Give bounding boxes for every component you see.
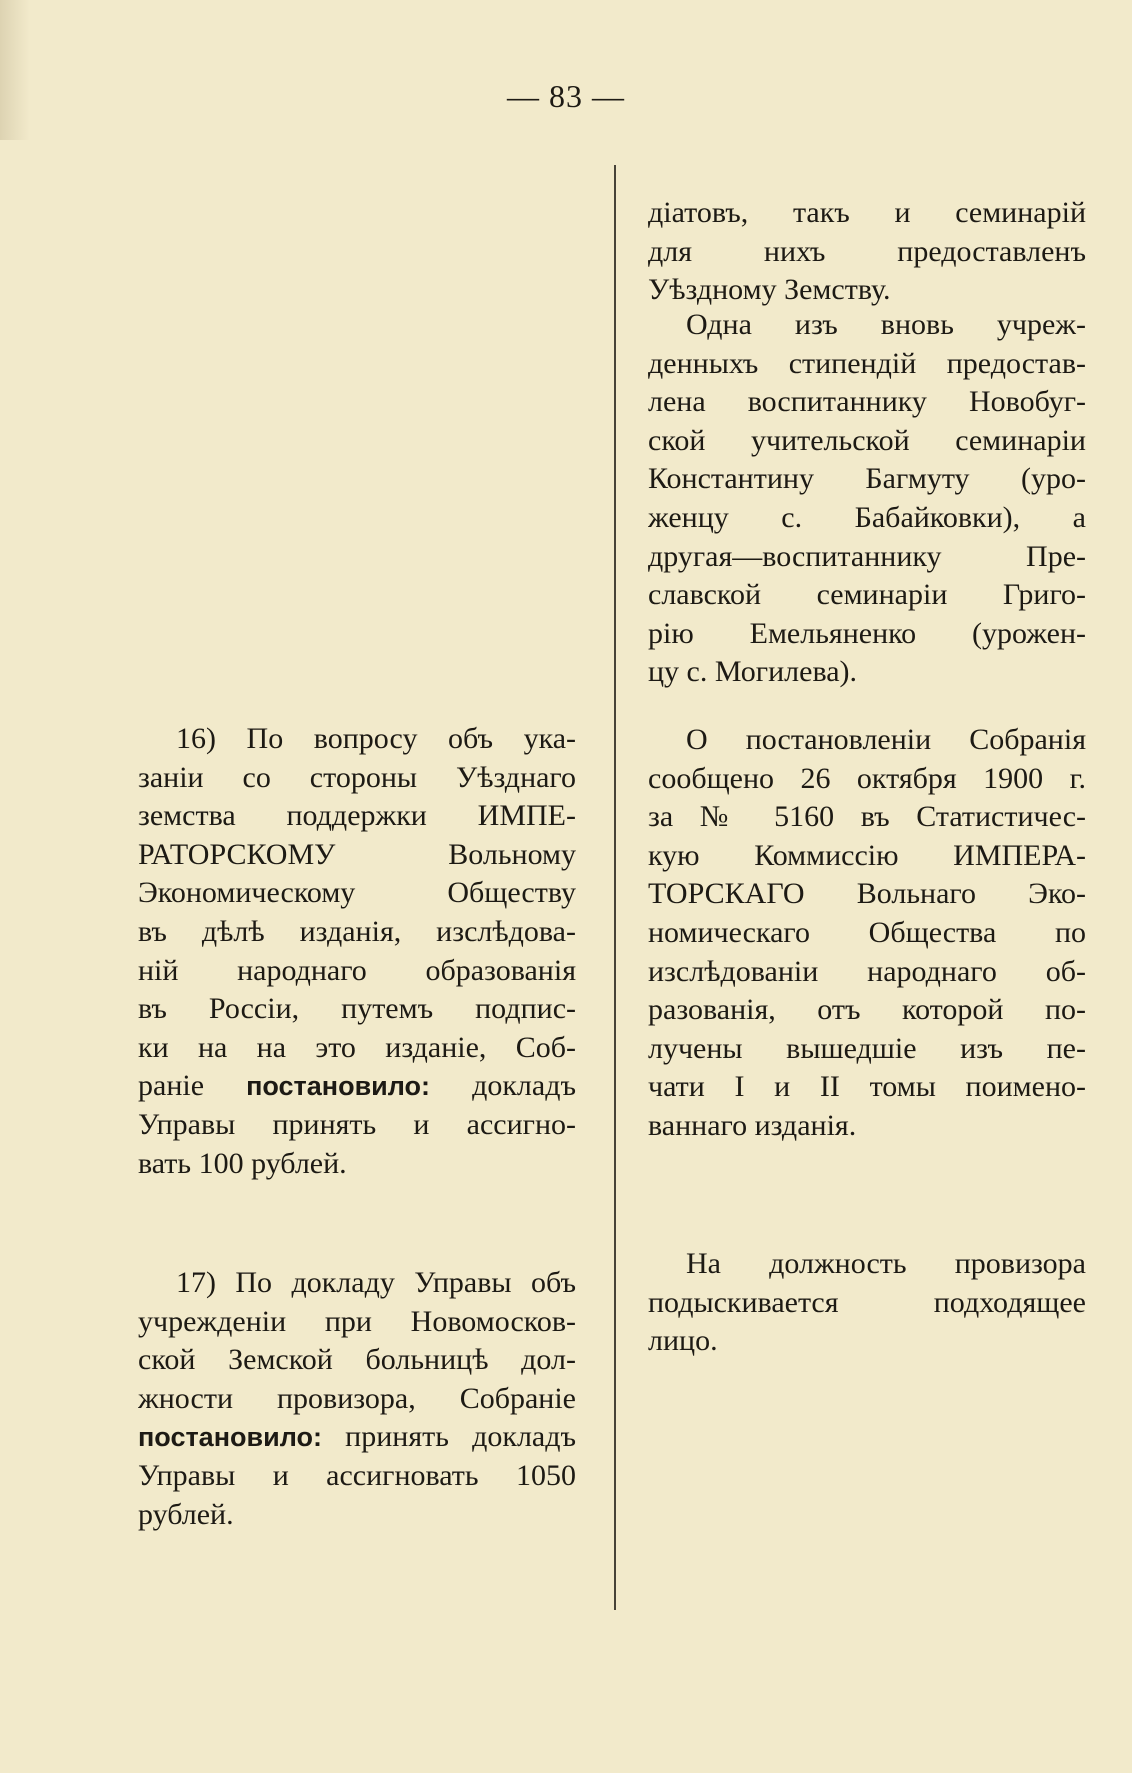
text-segment: ранiе xyxy=(138,1069,247,1103)
text-segment: за № 5160 въ Статистичес- xyxy=(648,800,1086,834)
text-segment: денныхъ стипендiй предостав- xyxy=(648,346,1086,380)
text-line xyxy=(648,953,1086,992)
text-segment: Управы принять и ассигно- xyxy=(138,1107,576,1141)
bold-phrase: постановило: xyxy=(138,1422,322,1453)
text-line xyxy=(648,914,1086,953)
text-segment: цу с. Могилева). xyxy=(648,655,858,689)
paragraph xyxy=(648,721,1086,1146)
text-segment: учрежденiи при Новомосков- xyxy=(138,1304,576,1338)
text-line xyxy=(138,759,576,798)
text-segment: докладъ xyxy=(430,1069,576,1103)
text-segment: ваннаго изданiя. xyxy=(648,1108,857,1142)
text-segment: другая—воспитаннику Пре- xyxy=(648,539,1086,573)
text-segment: дiатовъ, такъ и семинарiй xyxy=(648,196,1086,229)
text-segment: подыскивается подходящее xyxy=(648,1285,1086,1319)
text-line xyxy=(138,990,576,1029)
text-line xyxy=(648,383,1086,422)
text-line xyxy=(648,1030,1086,1069)
text-segment: рiю Емельяненко (урожен- xyxy=(648,616,1086,650)
text-line xyxy=(648,1107,1086,1146)
text-segment: для нихъ предоставленъ xyxy=(648,234,1086,268)
text-segment: Одна изъ вновь учреж- xyxy=(686,308,1086,341)
text-segment: Константину Багмуту (уро- xyxy=(648,462,1086,496)
text-segment: кую Коммиссiю ИМПЕРА- xyxy=(648,838,1086,872)
text-line xyxy=(138,1264,576,1303)
text-line xyxy=(138,1067,576,1106)
text-line xyxy=(138,874,576,913)
text-line xyxy=(138,1341,576,1380)
text-segment: нiй народнаго образованiя xyxy=(138,953,576,987)
paragraph xyxy=(138,720,576,1183)
text-line xyxy=(648,1068,1086,1107)
text-segment: Управы и ассигновать 1050 xyxy=(138,1458,576,1492)
text-segment: О постановленiи Собранiя xyxy=(686,723,1086,756)
paragraph xyxy=(648,194,1086,310)
text-line xyxy=(648,345,1086,384)
text-segment: ТОРСКАГО Вольнаго Эко- xyxy=(648,877,1086,911)
text-segment: славской семинарiи Григо- xyxy=(648,578,1086,612)
text-line xyxy=(138,1303,576,1342)
text-segment: изслѣдованiи народнаго об- xyxy=(648,954,1086,988)
text-line xyxy=(138,1418,576,1457)
text-segment: земства поддержки ИМПЕ- xyxy=(138,799,576,833)
text-segment: ской Земской больницѣ дол- xyxy=(138,1343,576,1377)
text-line xyxy=(648,306,1086,345)
text-line xyxy=(138,1145,576,1184)
text-line xyxy=(648,499,1086,538)
text-line xyxy=(648,1284,1086,1323)
text-segment: вать 100 рублей. xyxy=(138,1146,347,1180)
text-line xyxy=(138,1457,576,1496)
text-line xyxy=(648,615,1086,654)
text-line xyxy=(648,1322,1086,1361)
text-line xyxy=(138,797,576,836)
text-segment: рублей. xyxy=(138,1497,234,1531)
text-line xyxy=(648,538,1086,577)
text-line xyxy=(138,1496,576,1535)
text-line xyxy=(648,991,1086,1030)
text-line xyxy=(648,837,1086,876)
text-line xyxy=(648,576,1086,615)
text-line xyxy=(138,836,576,875)
bold-phrase: постановило: xyxy=(246,1071,431,1102)
text-line xyxy=(648,760,1086,799)
text-segment: лена воспитаннику Новобуг- xyxy=(648,385,1086,419)
text-line xyxy=(648,422,1086,461)
text-line xyxy=(138,1029,576,1068)
text-segment: чати I и II томы поимено- xyxy=(648,1070,1086,1104)
text-segment: номическаго Общества по xyxy=(648,915,1086,949)
text-line xyxy=(138,913,576,952)
text-segment: ки на на это изданiе, Соб- xyxy=(138,1030,576,1064)
text-line xyxy=(138,952,576,991)
text-segment: занiи со стороны Уѣзднаго xyxy=(138,760,576,794)
text-line xyxy=(648,875,1086,914)
text-line xyxy=(648,721,1086,760)
text-segment: сообщено 26 октября 1900 г. xyxy=(648,761,1086,795)
text-segment: ской учительской семинарiи xyxy=(648,423,1086,457)
text-line xyxy=(648,1245,1086,1284)
text-line xyxy=(138,1106,576,1145)
text-segment: лицо. xyxy=(648,1324,718,1358)
page-edge-shadow xyxy=(0,0,30,140)
text-segment: въ дѣлѣ изданiя, изслѣдова- xyxy=(138,914,576,948)
text-segment: На должность провизора xyxy=(686,1247,1086,1280)
text-segment: принять докладъ xyxy=(321,1420,576,1454)
paragraph xyxy=(138,1264,576,1534)
text-segment: лучены вышедшiе изъ пе- xyxy=(648,1031,1086,1065)
paragraph xyxy=(648,306,1086,692)
text-line xyxy=(648,233,1086,272)
text-line xyxy=(138,720,576,759)
text-segment: Экономическому Обществу xyxy=(138,876,576,910)
text-line xyxy=(648,798,1086,837)
text-line xyxy=(648,653,1086,692)
text-segment: жности провизора, Собранiе xyxy=(138,1381,576,1415)
text-line xyxy=(648,194,1086,233)
text-segment: въ Россiи, путемъ подпис- xyxy=(138,992,576,1026)
text-line xyxy=(138,1380,576,1419)
page-number: — 83 — xyxy=(507,78,625,114)
text-segment: 17) По докладу Управы объ xyxy=(176,1266,576,1299)
paragraph xyxy=(648,1245,1086,1361)
text-segment: Уѣздному Земству. xyxy=(648,273,891,307)
text-segment: РАТОРСКОМУ Вольному xyxy=(138,837,576,871)
text-line xyxy=(648,271,1086,310)
column-divider xyxy=(614,165,616,1610)
text-line xyxy=(648,460,1086,499)
text-segment: 16) По вопросу объ ука- xyxy=(176,722,576,755)
text-segment: женцу с. Бабайковки), а xyxy=(648,500,1086,534)
text-segment: разованiя, отъ которой по- xyxy=(648,993,1086,1027)
